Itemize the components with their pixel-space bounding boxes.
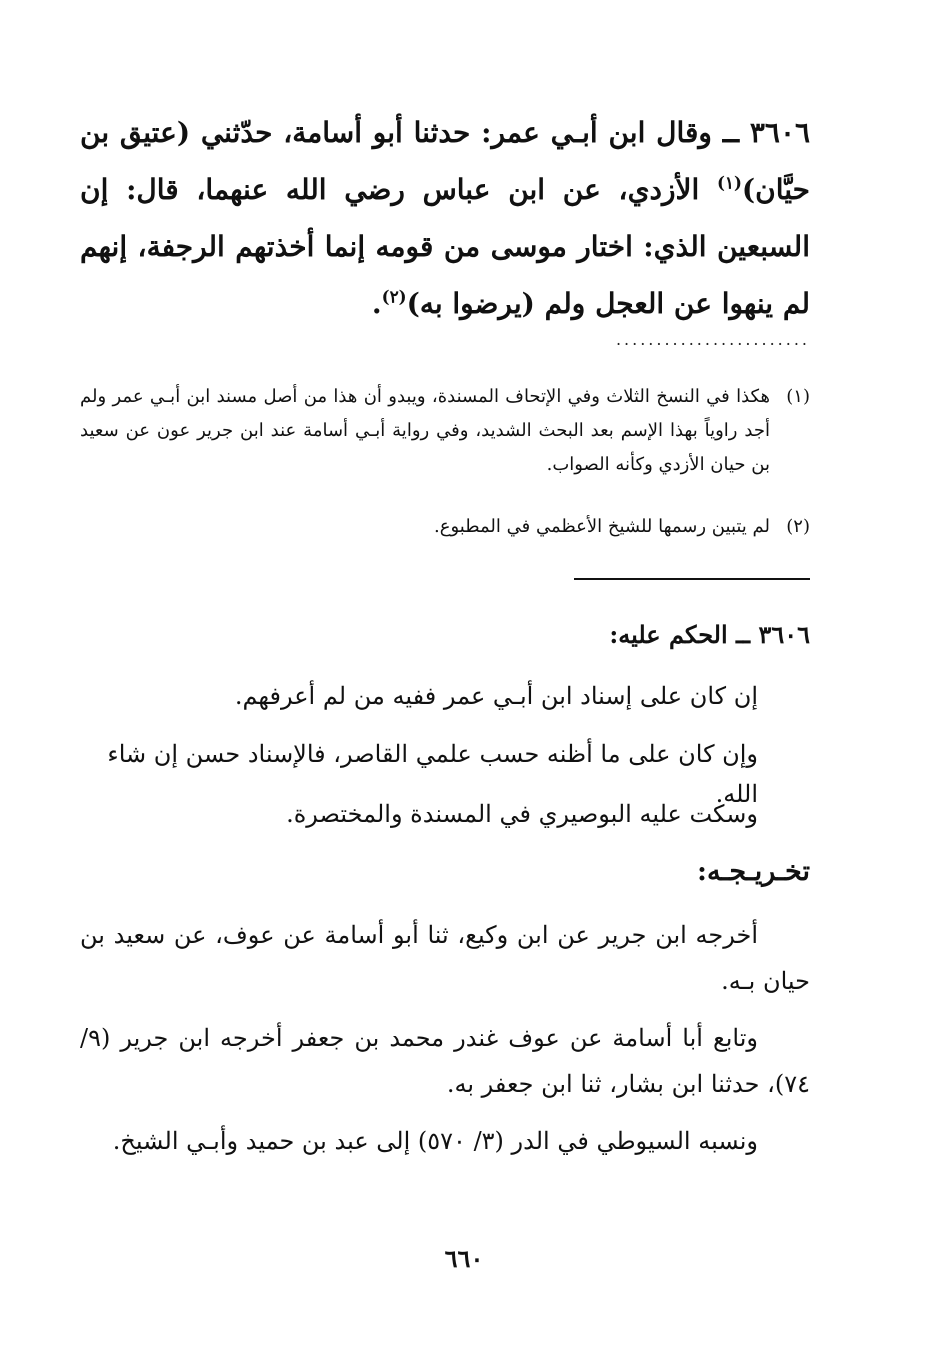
footnote-ref-1: (١) [716, 172, 742, 193]
section-divider [574, 578, 810, 580]
ruling-line-3: وسكت عليه البوصيري في المسندة والمختصرة. [286, 800, 758, 828]
footnote-2-text: لم يتبين رسمها للشيخ الأعظمي في المطبوع. [434, 516, 770, 537]
hadith-text-c: . [371, 287, 382, 320]
footnote-1-number: (١) [786, 386, 810, 407]
hadith-text-a: وقال ابن أبـي عمر: حدثنا أبو أسامة، حدّثني (عتيق بن حيَّان) [80, 116, 810, 206]
page-number: ٦٦٠ [444, 1244, 484, 1273]
footnote-2 [80, 510, 810, 544]
takhrij-heading: تخـريـجـه: [697, 856, 810, 887]
footnote-2-number: (٢) [786, 516, 810, 537]
takhrij-paragraph-3: ونسبه السيوطي في الدر (٣/ ٥٧٠) إلى عبد بن حميد وأبـي الشيخ. [112, 1127, 758, 1155]
takhrij-paragraph-2: وتابع أبا أسامة عن عوف غندر محمد بن جعفر أخرجه ابن جرير (٩/ ٧٤)، حدثنا ابن بشار، ثنا ابن جعفر به. [80, 1024, 810, 1098]
hadith-dash: ــ [722, 116, 740, 149]
hadith-text [80, 104, 810, 332]
footnote-1 [80, 380, 810, 482]
footnote-ref-2: (٢) [381, 286, 407, 307]
hadith-number: ٣٦٠٦ [749, 116, 811, 149]
footnote-1-text: هكذا في النسخ الثلاث وفي الإتحاف المسندة، ويبدو أن هذا من أصل مسند ابن أبـي عمر ولم أجد راوياً بهذا الإسم بعد البحث الشديد، وفي رواية أبـي أسامة عند ابن جرير عون عن سعيد بن حيان الأزدي وكأنه الصواب. [80, 386, 770, 475]
footnote-separator: ........................ [615, 330, 810, 349]
ruling-line-1: إن كان على إسناد ابن أبـي عمر ففيه من لم أعرفهم. [234, 682, 758, 710]
ruling-heading: ٣٦٠٦ ــ الحكم عليه: [609, 620, 810, 649]
ruling-line-2: وإن كان على ما أظنه حسب علمي القاصر، فالإسناد حسن إن شاء الله. [107, 740, 758, 808]
takhrij-paragraph-1: أخرجه ابن جرير عن ابن وكيع، ثنا أبو أسامة عن عوف، عن سعيد بن حيان بـه. [80, 921, 810, 995]
hadith-text-b: الأزدي، عن ابن عباس رضي الله عنهما، قال: إن السبعين الذي: اختار موسى من قومه إنما أخذتهم الرجفة، إنهم لم ينهوا عن العجل ولم (يرضوا به) [80, 173, 810, 320]
